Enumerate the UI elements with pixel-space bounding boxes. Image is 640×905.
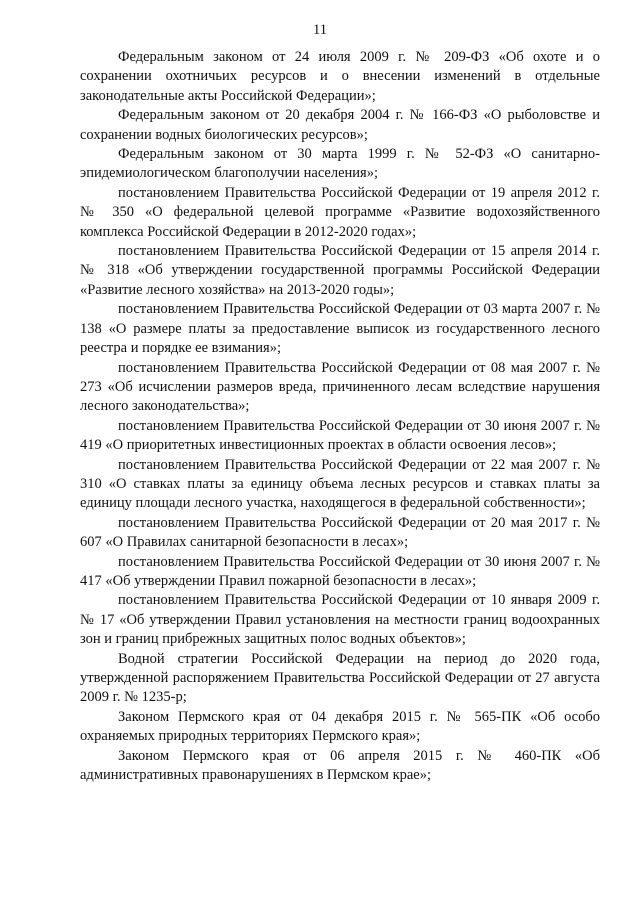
- paragraph-water-strategy: Водной стратегии Российской Федерации на период до 2020 года, утвержденной распоряжением Правительства Российской Федерации от 27 августа 2009 г. № 1235-р;: [80, 650, 600, 706]
- paragraph-decree-417: постановлением Правительства Российской Федерации от 30 июня 2007 г. № 417 «Об утверждении Правил пожарной безопасности в лесах»;: [80, 553, 600, 589]
- page-number: 11: [313, 22, 327, 38]
- paragraph-decree-17: постановлением Правительства Российской Федерации от 10 января 2009 г. № 17 «Об утверждении Правил установления на местности границ водоохранных зон и границ прибрежных защитных полос водных объектов»;: [80, 592, 600, 648]
- paragraph-decree-273: постановлением Правительства Российской Федерации от 08 мая 2007 г. № 273 «Об исчислении размеров вреда, причиненного лесам вследствие нарушения лесного законодательства»;: [80, 359, 600, 415]
- paragraph-decree-138: постановлением Правительства Российской Федерации от 03 марта 2007 г. № 138 «О размере платы за предоставление выписок из государственного лесного реестра и порядке ее взимания»;: [80, 301, 600, 357]
- paragraph-decree-607: постановлением Правительства Российской Федерации от 20 мая 2017 г. № 607 «О Правилах санитарной безопасности в лесах»;: [80, 514, 600, 551]
- paragraph-federal-law-166-fz: Федеральным законом от 20 декабря 2004 г. № 166-ФЗ «О рыболовстве и сохранении водных биологических ресурсов»;: [80, 107, 600, 143]
- paragraph-decree-419: постановлением Правительства Российской Федерации от 30 июня 2007 г. № 419 «О приоритетных инвестиционных проектах в области освоения лесов»;: [80, 417, 600, 454]
- paragraph-decree-318: постановлением Правительства Российской Федерации от 15 апреля 2014 г. № 318 «Об утверждении государственной программы Российской Федерации «Развитие лесного хозяйства» на 2013-2020 годы»;: [80, 243, 600, 298]
- page-content: [80, 48, 600, 785]
- paragraph-perm-law-565-pk: Законом Пермского края от 04 декабря 2015 г. № 565-ПК «Об особо охраняемых природных территориях Пермского края»;: [80, 708, 600, 745]
- paragraph-decree-310: постановлением Правительства Российской Федерации от 22 мая 2007 г. № 310 «О ставках платы за единицу объема лесных ресурсов и ставках платы за единицу площади лесного участка, находящегося в федеральной собственности»;: [80, 456, 600, 512]
- paragraph-decree-350: постановлением Правительства Российской Федерации от 19 апреля 2012 г. № 350 «О федеральной целевой программе «Развитие водохозяйственного комплекса Российской Федерации в 2012-2020 годах»;: [80, 184, 600, 240]
- paragraph-federal-law-52-fz: Федеральным законом от 30 марта 1999 г. № 52-ФЗ «О санитарно-эпидемиологическом благополучии населения»;: [80, 146, 600, 182]
- paragraph-perm-law-460-pk: Законом Пермского края от 06 апреля 2015 г. № 460-ПК «Об административных правонарушениях в Пермском крае»;: [80, 747, 600, 784]
- paragraph-federal-law-209-fz: Федеральным законом от 24 июля 2009 г. № 209-ФЗ «Об охоте и о сохранении охотничьих ресурсов и о внесении изменений в отдельные законодательные акты Российской Федерации»;: [80, 49, 600, 104]
